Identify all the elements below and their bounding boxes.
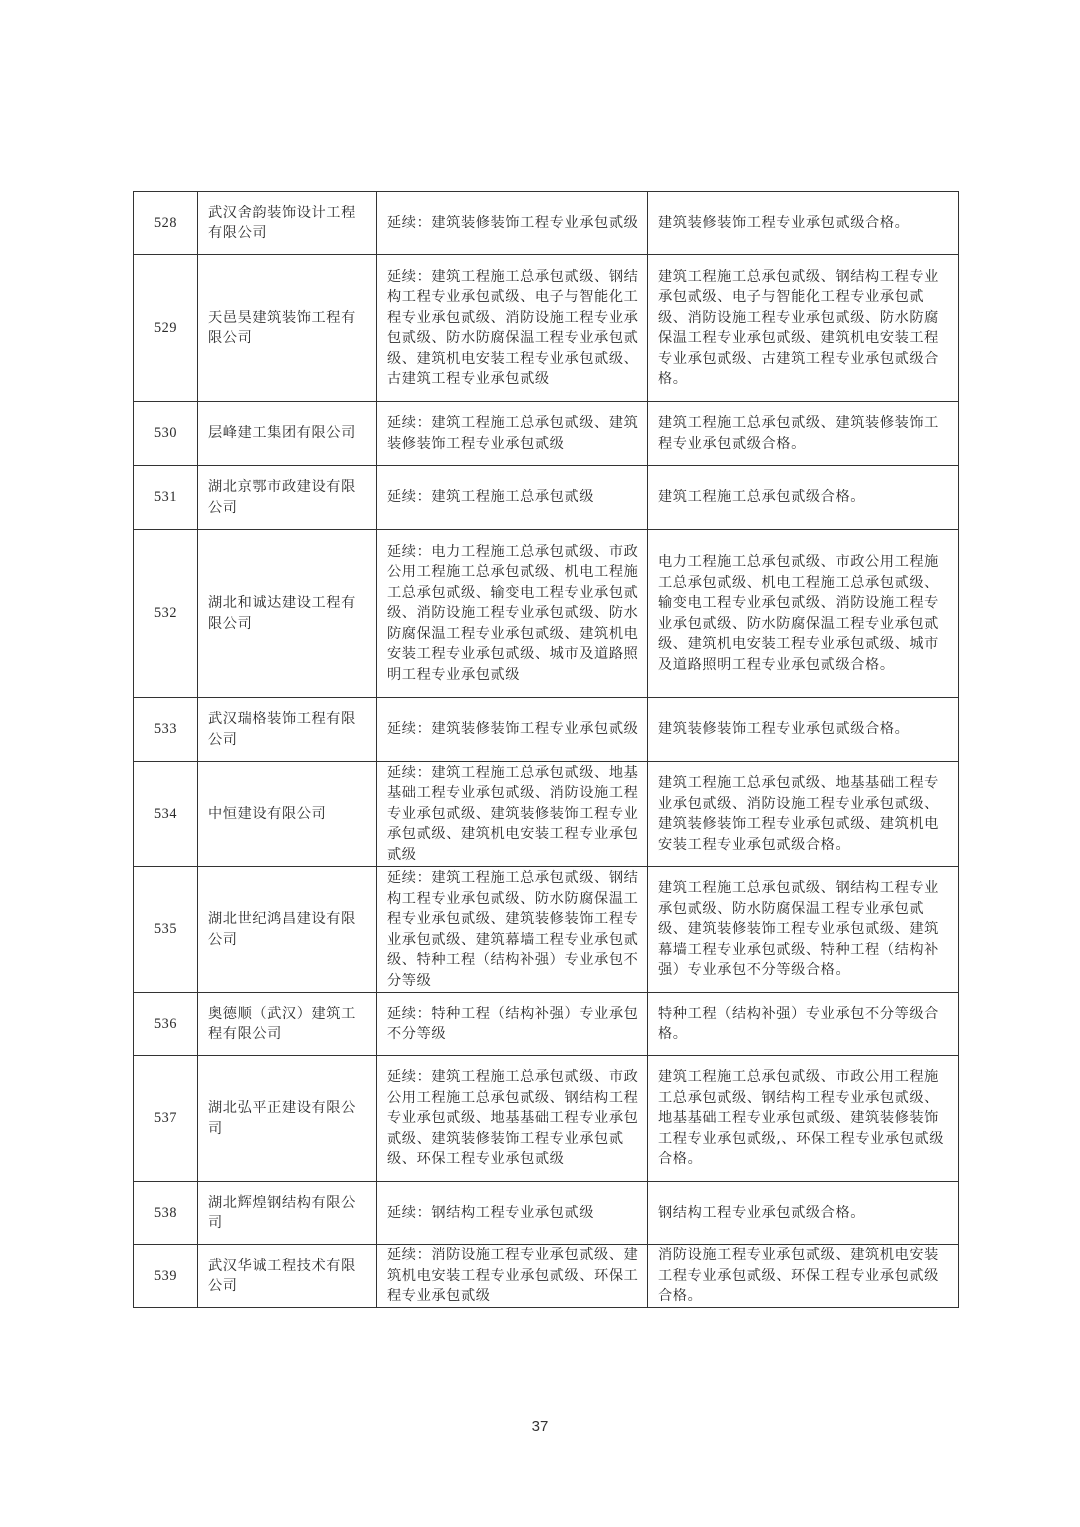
review-result: 消防设施工程专业承包贰级、建筑机电安装工程专业承包贰级、环保工程专业承包贰级合格。 — [648, 1245, 959, 1308]
table-row — [134, 255, 959, 402]
application-scope: 延续：钢结构工程专业承包贰级 — [377, 1182, 648, 1245]
application-scope: 延续：建筑工程施工总承包贰级、地基基础工程专业承包贰级、消防设施工程专业承包贰级、建筑装修装饰工程专业承包贰级、建筑机电安装工程专业承包贰级 — [377, 762, 648, 867]
row-number: 533 — [134, 698, 198, 762]
review-result: 建筑工程施工总承包贰级、地基基础工程专业承包贰级、消防设施工程专业承包贰级、建筑装修装饰工程专业承包贰级、建筑机电安装工程专业承包贰级合格。 — [648, 762, 959, 867]
application-scope: 延续：建筑装修装饰工程专业承包贰级 — [377, 698, 648, 762]
review-result: 建筑工程施工总承包贰级、钢结构工程专业承包贰级、电子与智能化工程专业承包贰级、消防设施工程专业承包贰级、防水防腐保温工程专业承包贰级、建筑机电安装工程专业承包贰级、古建筑工程专业承包贰级合格。 — [648, 255, 959, 402]
application-scope: 延续：特种工程（结构补强）专业承包不分等级 — [377, 993, 648, 1056]
application-scope: 延续：建筑工程施工总承包贰级、建筑装修装饰工程专业承包贰级 — [377, 402, 648, 466]
application-scope: 延续：电力工程施工总承包贰级、市政公用工程施工总承包贰级、机电工程施工总承包贰级、输变电工程专业承包贰级、消防设施工程专业承包贰级、防水防腐保温工程专业承包贰级、建筑机电安装工程专业承包贰级、城市及道路照明工程专业承包贰级 — [377, 530, 648, 698]
review-result: 特种工程（结构补强）专业承包不分等级合格。 — [648, 993, 959, 1056]
company-name: 天邑昊建筑装饰工程有限公司 — [198, 255, 377, 402]
company-name: 武汉瑞格装饰工程有限公司 — [198, 698, 377, 762]
table-row — [134, 402, 959, 466]
application-scope: 延续：建筑工程施工总承包贰级 — [377, 466, 648, 530]
row-number: 532 — [134, 530, 198, 698]
review-result: 钢结构工程专业承包贰级合格。 — [648, 1182, 959, 1245]
review-result: 建筑工程施工总承包贰级、市政公用工程施工总承包贰级、钢结构工程专业承包贰级、地基基础工程专业承包贰级、建筑装修装饰工程专业承包贰级,、环保工程专业承包贰级合格。 — [648, 1056, 959, 1182]
row-number: 530 — [134, 402, 198, 466]
application-scope: 延续：建筑工程施工总承包贰级、钢结构工程专业承包贰级、电子与智能化工程专业承包贰级、消防设施工程专业承包贰级、防水防腐保温工程专业承包贰级、建筑机电安装工程专业承包贰级、古建筑工程专业承包贰级 — [377, 255, 648, 402]
company-name: 武汉华诚工程技术有限公司 — [198, 1245, 377, 1308]
row-number: 536 — [134, 993, 198, 1056]
table-row — [134, 1245, 959, 1308]
row-number: 534 — [134, 762, 198, 867]
application-scope: 延续：建筑工程施工总承包贰级、钢结构工程专业承包贰级、防水防腐保温工程专业承包贰级、建筑装修装饰工程专业承包贰级、建筑幕墙工程专业承包贰级、特种工程（结构补强）专业承包不分等级 — [377, 867, 648, 993]
review-result: 建筑工程施工总承包贰级、钢结构工程专业承包贰级、防水防腐保温工程专业承包贰级、建筑装修装饰工程专业承包贰级、建筑幕墙工程专业承包贰级、特种工程（结构补强）专业承包不分等级合格。 — [648, 867, 959, 993]
review-result: 建筑装修装饰工程专业承包贰级合格。 — [648, 192, 959, 255]
table-row — [134, 993, 959, 1056]
review-result: 电力工程施工总承包贰级、市政公用工程施工总承包贰级、机电工程施工总承包贰级、输变电工程专业承包贰级、消防设施工程专业承包贰级、防水防腐保温工程专业承包贰级、建筑机电安装工程专业承包贰级、城市及道路照明工程专业承包贰级合格。 — [648, 530, 959, 698]
table-row — [134, 762, 959, 867]
company-name: 层峰建工集团有限公司 — [198, 402, 377, 466]
review-result: 建筑工程施工总承包贰级、建筑装修装饰工程专业承包贰级合格。 — [648, 402, 959, 466]
review-result: 建筑工程施工总承包贰级合格。 — [648, 466, 959, 530]
table-row — [134, 698, 959, 762]
row-number: 528 — [134, 192, 198, 255]
review-result: 建筑装修装饰工程专业承包贰级合格。 — [648, 698, 959, 762]
table-row — [134, 192, 959, 255]
table-row — [134, 530, 959, 698]
row-number: 531 — [134, 466, 198, 530]
table-row — [134, 466, 959, 530]
company-name: 湖北京鄂市政建设有限公司 — [198, 466, 377, 530]
row-number: 537 — [134, 1056, 198, 1182]
company-name: 湖北弘平正建设有限公司 — [198, 1056, 377, 1182]
row-number: 535 — [134, 867, 198, 993]
company-name: 湖北和诚达建设工程有限公司 — [198, 530, 377, 698]
table-row — [134, 1182, 959, 1245]
row-number: 539 — [134, 1245, 198, 1308]
company-name: 湖北辉煌钢结构有限公司 — [198, 1182, 377, 1245]
application-scope: 延续：建筑装修装饰工程专业承包贰级 — [377, 192, 648, 255]
row-number: 538 — [134, 1182, 198, 1245]
page-number: 37 — [531, 1418, 549, 1435]
company-name: 中恒建设有限公司 — [198, 762, 377, 867]
application-scope: 延续：消防设施工程专业承包贰级、建筑机电安装工程专业承包贰级、环保工程专业承包贰级 — [377, 1245, 648, 1308]
table-row — [134, 1056, 959, 1182]
company-name: 湖北世纪鸿昌建设有限公司 — [198, 867, 377, 993]
row-number: 529 — [134, 255, 198, 402]
company-name: 奥德顺（武汉）建筑工程有限公司 — [198, 993, 377, 1056]
application-scope: 延续：建筑工程施工总承包贰级、市政公用工程施工总承包贰级、钢结构工程专业承包贰级、地基基础工程专业承包贰级、建筑装修装饰工程专业承包贰级、环保工程专业承包贰级 — [377, 1056, 648, 1182]
qualification-table — [133, 191, 959, 1308]
table-row — [134, 867, 959, 993]
company-name: 武汉舍韵装饰设计工程有限公司 — [198, 192, 377, 255]
